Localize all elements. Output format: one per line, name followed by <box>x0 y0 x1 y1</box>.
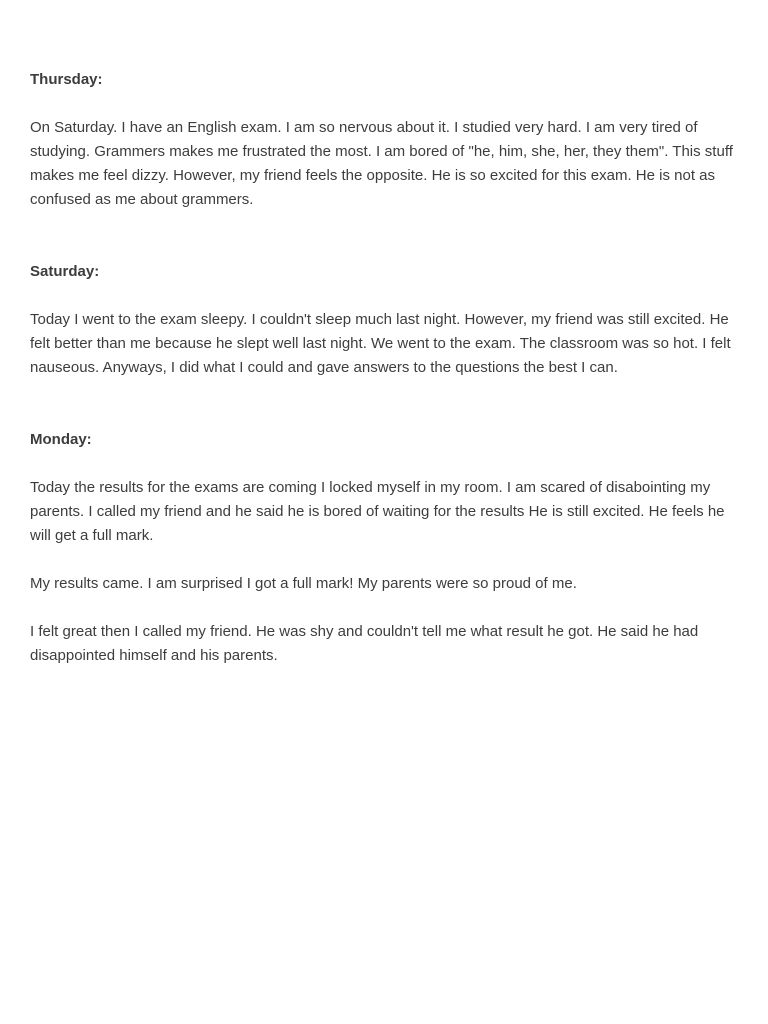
entry-paragraph: On Saturday. I have an English exam. I am so nervous about it. I studied very hard. I am very tired of studying. Grammers makes me frustrated the most. I am bored of "he, him, she, her, they them". This stuff makes me feel dizzy. However, my friend feels the opposite. He is so excited for this exam. He is not as confused as me about grammers. <box>30 119 733 208</box>
diary-entry-thursday <box>30 68 744 212</box>
diary-document <box>30 68 744 668</box>
entry-paragraph: Today I went to the exam sleepy. I couldn't sleep much last night. However, my friend was still excited. He felt better than me because he slept well last night. We went to the exam. The classroom was so hot. I felt nauseous. Anyways, I did what I could and gave answers to the questions the best I can. <box>30 311 731 376</box>
entry-paragraph: Today the results for the exams are coming I locked myself in my room. I am scared of disabointing my parents. I called my friend and he said he is bored of waiting for the results He is still excited. He feels he will get a full mark. <box>30 479 725 544</box>
entry-heading: Thursday: <box>30 71 103 88</box>
diary-entry-saturday <box>30 260 744 380</box>
entry-paragraph: My results came. I am surprised I got a full mark! My parents were so proud of me. <box>30 575 577 592</box>
diary-entry-monday <box>30 428 744 668</box>
entry-paragraph: I felt great then I called my friend. He was shy and couldn't tell me what result he got. He said he had disappointed himself and his parents. <box>30 623 699 664</box>
entry-heading: Monday: <box>30 431 92 448</box>
entry-heading: Saturday: <box>30 263 100 280</box>
